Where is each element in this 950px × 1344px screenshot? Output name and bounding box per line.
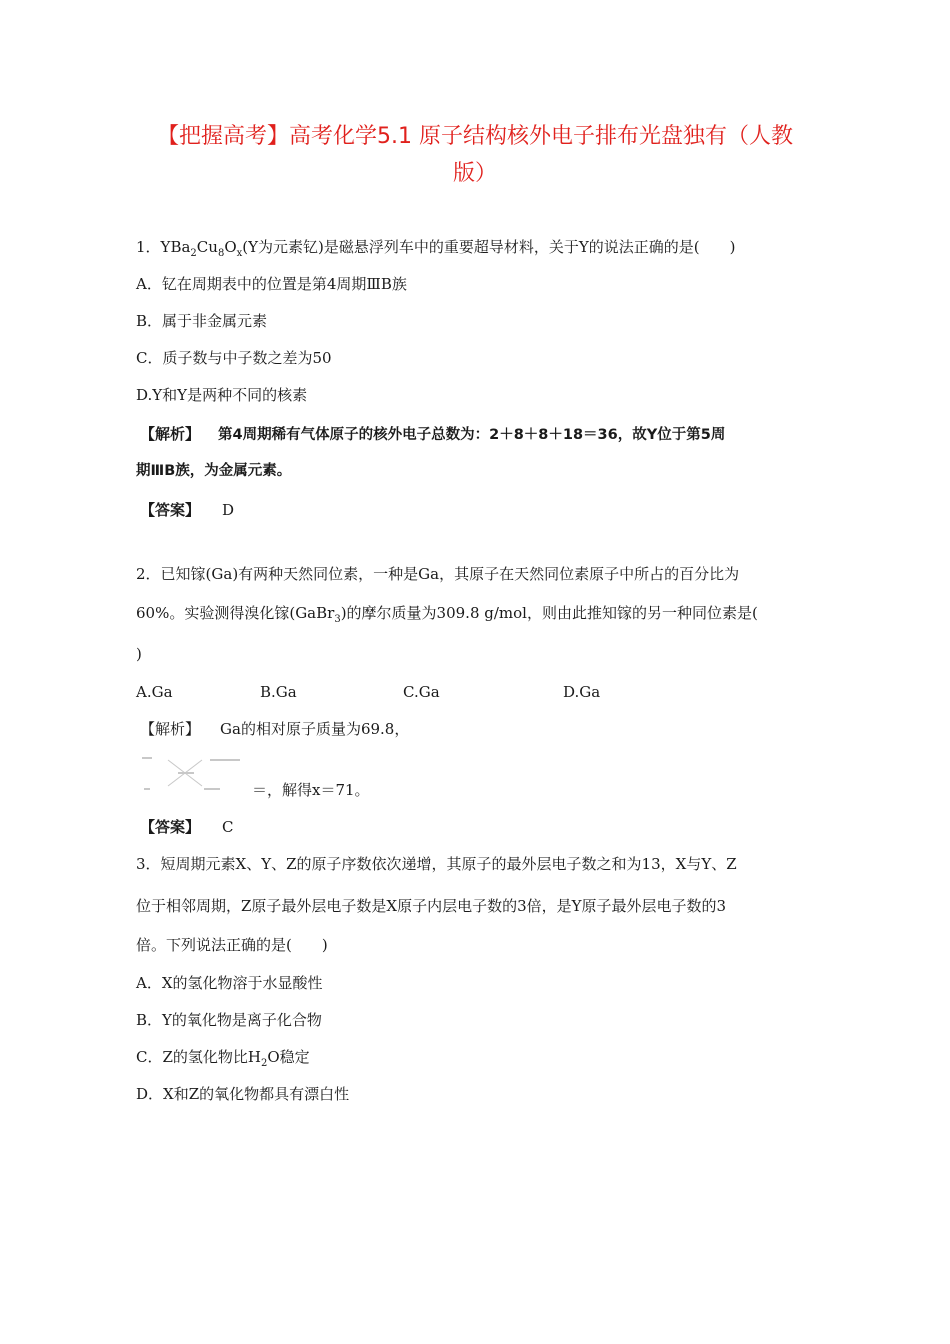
subscript: 8 (217, 248, 225, 259)
stem-text: Cu (196, 238, 218, 256)
question-1-analysis-cont: 期ⅢB族，为金属元素。 (136, 463, 292, 479)
question-3-option-d: D．X和Z的氧化物都具有漂白性 (136, 1085, 350, 1103)
analysis-tag: 【解析】 (140, 425, 201, 443)
stem-text: O (224, 238, 237, 256)
question-1-option-c: C．质子数与中子数之差为50 (136, 349, 332, 367)
question-1-option-d: D.Y和Y是两种不同的核素 (136, 386, 308, 404)
question-2-stem-line-2 (136, 602, 758, 624)
question-3-option-b: B．Y的氧化物是离子化合物 (136, 1011, 322, 1029)
title-line-2: 版） (452, 161, 497, 186)
subscript: 2 (260, 1058, 268, 1069)
answer-tag: 【答案】 (140, 501, 201, 519)
analysis-text: Ga的相对原子质量为69.8， (220, 720, 410, 738)
question-1-analysis (140, 423, 725, 446)
subscript: 2 (190, 248, 197, 259)
title-line-1: 【把握高考】高考化学5.1 原子结构核外电子排布光盘独有（人教 (157, 124, 793, 149)
question-2-stem-line-1: 2．已知镓(Ga)有两种天然同位素，一种是Ga，其原子在天然同位素原子中所占的百分比为 (136, 565, 740, 583)
answer-tag: 【答案】 (140, 818, 201, 836)
question-1-option-a: A．钇在周期表中的位置是第4周期ⅢB族 (136, 275, 407, 293)
question-2-option-c: C.Ga (403, 683, 440, 701)
question-1-stem (136, 236, 735, 258)
question-2-answer (140, 816, 234, 838)
subscript: x (236, 248, 243, 259)
answer-value: D (222, 501, 235, 519)
question-3-stem-line-3: 倍。下列说法正确的是( ) (136, 936, 328, 954)
question-2-formula-result: ＝，解得x＝71。 (252, 781, 370, 799)
question-2-stem-line-3: ) (136, 645, 142, 663)
question-3-option-c (136, 1046, 310, 1068)
question-1-option-b: B．属于非金属元素 (136, 312, 268, 330)
analysis-text: 第4周期稀有气体原子的核外电子总数为：2＋8＋8＋18＝36，故Y位于第5周 (218, 427, 726, 443)
question-3-option-a: A．X的氢化物溶于水显酸性 (136, 974, 323, 992)
analysis-tag: 【解析】 (140, 720, 201, 738)
question-1-answer (140, 499, 234, 521)
question-2-analysis (140, 718, 409, 740)
stem-text: 1．YBa (136, 238, 191, 256)
subscript: 3 (334, 614, 341, 625)
cross-method-formula-image (140, 752, 250, 796)
question-2-option-a: A.Ga (136, 683, 173, 701)
option-text: C．Z的氢化物比H (136, 1048, 261, 1066)
question-3-stem-line-1: 3．短周期元素X、Y、Z的原子序数依次递增，其原子的最外层电子数之和为13，X与Y、Z (136, 855, 737, 873)
question-3-stem-line-2: 位于相邻周期，Z原子最外层电子数是X原子内层电子数的3倍，是Y原子最外层电子数的3 (136, 897, 727, 915)
question-2-option-d: D.Ga (563, 683, 601, 701)
question-2-option-b: B.Ga (260, 683, 297, 701)
stem-text: )的摩尔质量为309.8 g/mol，则由此推知镓的另一种同位素是( (340, 604, 758, 622)
option-text: O稳定 (267, 1048, 310, 1066)
stem-text: 60%。实验测得溴化镓(GaBr (136, 604, 335, 622)
answer-value: C (222, 818, 234, 836)
stem-text: (Y为元素钇)是磁悬浮列车中的重要超导材料，关于Y的说法正确的是( ) (242, 238, 736, 256)
